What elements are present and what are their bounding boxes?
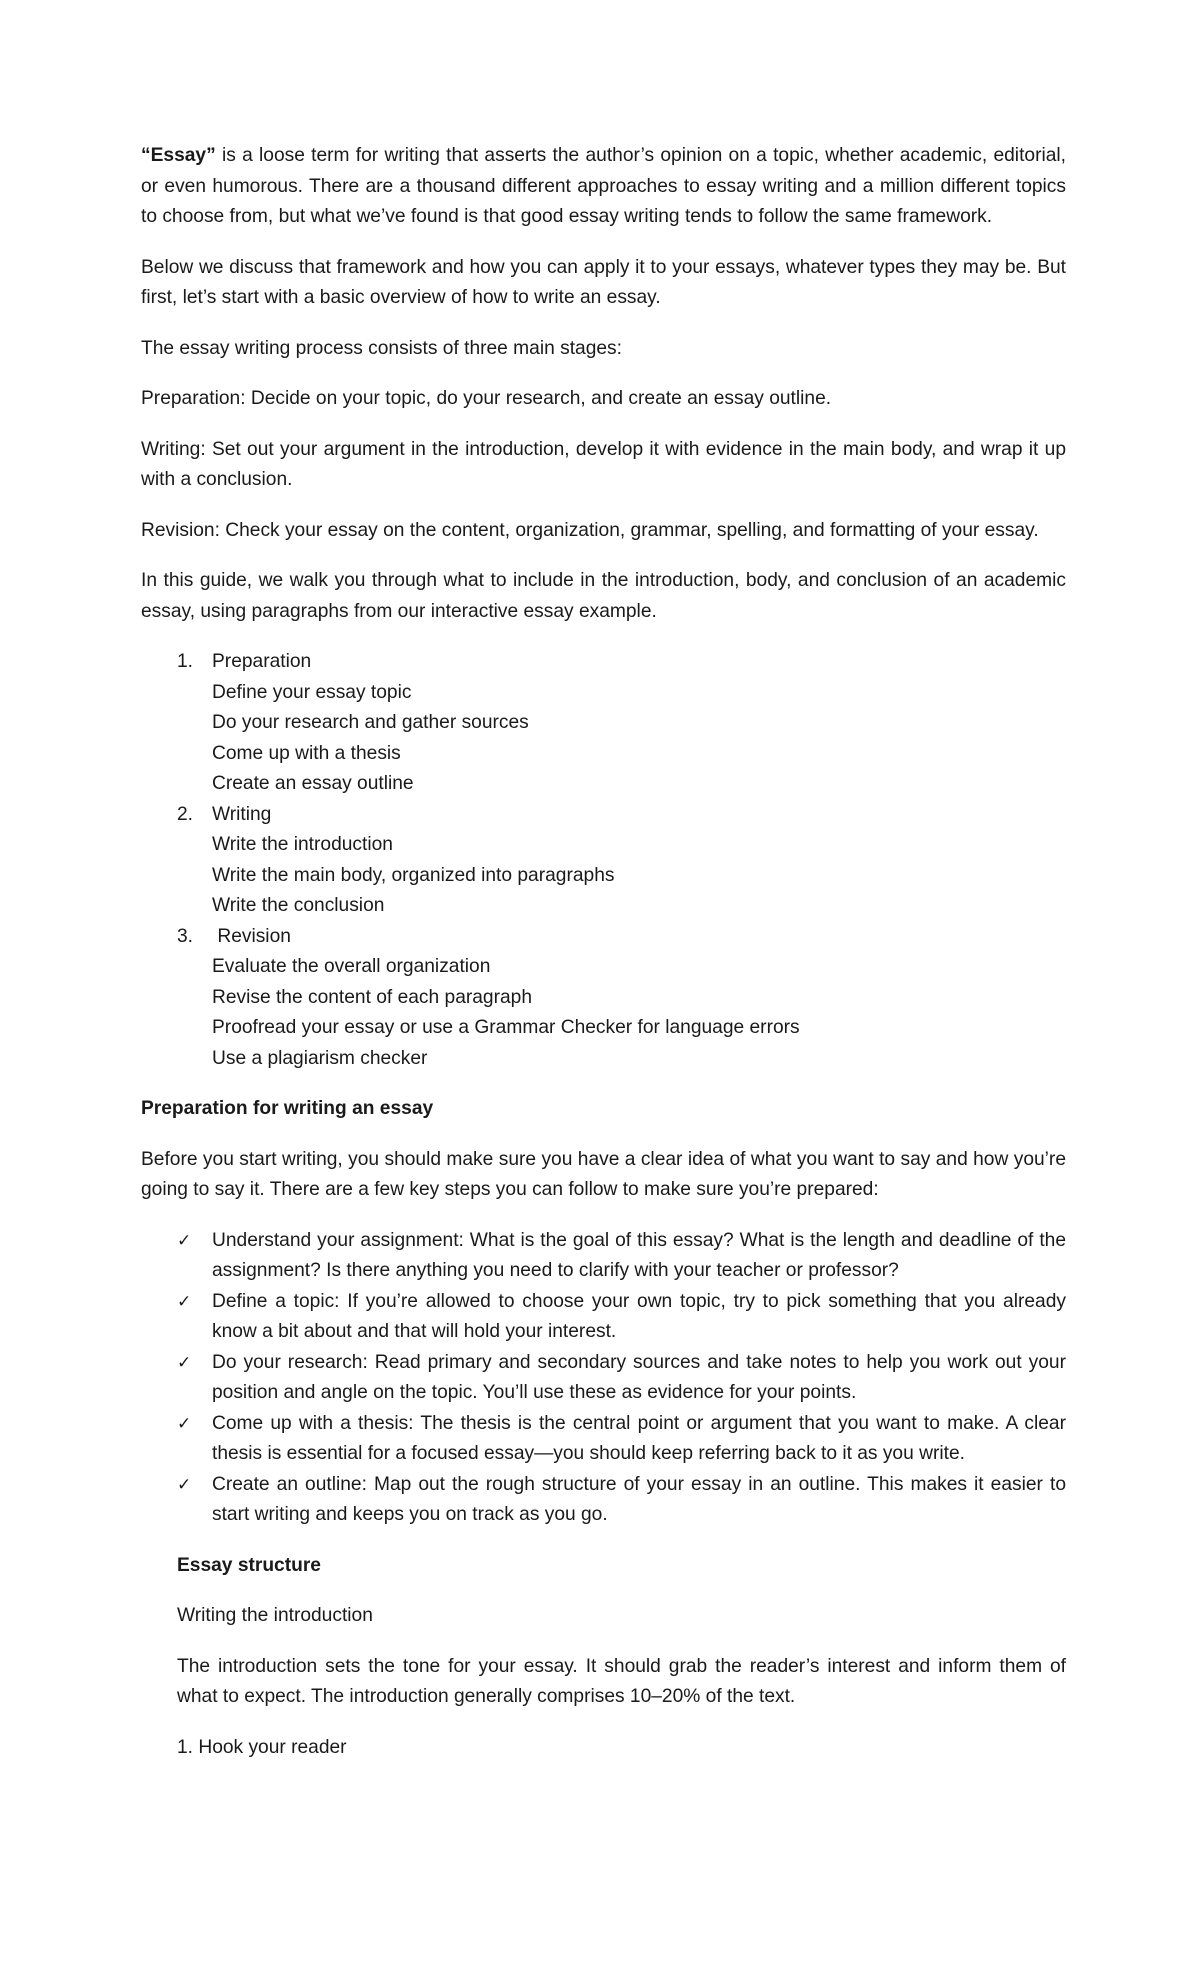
- stage-step: Write the main body, organized into paragraphs: [212, 864, 615, 886]
- section-heading-preparation: Preparation for writing an essay: [141, 1098, 434, 1119]
- stage-item: [141, 800, 1066, 922]
- stage-preparation-summary: Preparation: Decide on your topic, do your research, and create an essay outline.: [141, 388, 832, 409]
- checkmark-icon: ✓: [177, 1413, 192, 1434]
- preparation-intro: Before you start writing, you should make sure you have a clear idea of what you want to say and how you’re going to say it. There are a few key steps you can follow to make sure you’re prepared:: [141, 1148, 1066, 1200]
- stage-title: Writing: [212, 803, 272, 825]
- stage-step: Write the introduction: [212, 834, 393, 855]
- essay-term: “Essay”: [141, 145, 216, 166]
- checklist-item: ✓ Define a topic: If you’re allowed to choose your own topic, try to pick something that you already know a bit about and that will hold your interest.: [141, 1287, 1066, 1348]
- introduction-description: The introduction sets the tone for your essay. It should grab the reader’s interest and inform them of what to expect. The introduction generally comprises 10–20% of the text.: [177, 1655, 1066, 1707]
- stage-step: Use a plagiarism checker: [212, 1047, 428, 1069]
- stage-writing-summary: Writing: Set out your argument in the introduction, develop it with evidence in the main body, and wrap it up with a conclusion.: [141, 438, 1066, 490]
- process-stages-intro: The essay writing process consists of three main stages:: [141, 337, 622, 359]
- stage-step: Proofread your essay or use a Grammar Checker for language errors: [212, 1017, 800, 1038]
- stage-step: Revise the content of each paragraph: [212, 986, 533, 1008]
- checklist-item: ✓ Create an outline: Map out the rough structure of your essay in an outline. This makes it easier to start writing and keeps you on track as you go.: [141, 1470, 1066, 1531]
- list-number: 2.: [177, 803, 194, 825]
- checklist-item: ✓ Do your research: Read primary and secondary sources and take notes to help you work out your position and angle on the topic. You’ll use these as evidence for your points.: [141, 1348, 1066, 1409]
- checkmark-icon: ✓: [177, 1291, 192, 1312]
- checklist-item: ✓ Come up with a thesis: The thesis is the central point or argument that you want to make. A clear thesis is essential for a focused essay—you should keep referring back to it as you write.: [141, 1409, 1066, 1470]
- stages-list: [141, 647, 1066, 1074]
- stage-title: Preparation: [212, 651, 312, 672]
- preparation-checklist: [141, 1226, 1066, 1531]
- intro-paragraph-2: Below we discuss that framework and how you can apply it to your essays, whatever types they may be. But first, let’s start with a basic overview of how to write an essay.: [141, 256, 1066, 308]
- stage-item: [141, 922, 1066, 1075]
- stage-step: Create an essay outline: [212, 773, 414, 794]
- stage-step: Define your essay topic: [212, 681, 412, 703]
- stage-revision-summary: Revision: Check your essay on the content, organization, grammar, spelling, and formatting of your essay.: [141, 519, 1039, 541]
- list-number: 1.: [177, 651, 194, 672]
- subheading-introduction: Writing the introduction: [177, 1605, 373, 1626]
- stage-title: Revision: [212, 925, 291, 947]
- intro-paragraph-1: “Essay” is a loose term for writing that asserts the author’s opinion on a topic, whether academic, editorial, or even humorous. There are a thousand different approaches to essay writing and a million different topics to choose from, but what we’ve found is that good essay writing tends to follow the same framework.: [141, 145, 1066, 227]
- checkmark-icon: ✓: [177, 1230, 192, 1251]
- stage-step: Write the conclusion: [212, 895, 385, 916]
- stage-step: Do your research and gather sources: [212, 712, 529, 733]
- step-hook-reader: 1. Hook your reader: [177, 1736, 347, 1758]
- section-heading-structure: Essay structure: [177, 1554, 321, 1576]
- stage-step: Evaluate the overall organization: [212, 956, 491, 977]
- stage-item: [141, 647, 1066, 800]
- list-number: 3.: [177, 925, 194, 947]
- stage-step: Come up with a thesis: [212, 742, 401, 764]
- guide-intro: In this guide, we walk you through what to include in the introduction, body, and conclusion of an academic essay, using paragraphs from our interactive essay example.: [141, 570, 1066, 622]
- checkmark-icon: ✓: [177, 1352, 192, 1373]
- checklist-item: ✓ Understand your assignment: What is the goal of this essay? What is the length and deadline of the assignment? Is there anything you need to clarify with your teacher or professor?: [141, 1226, 1066, 1287]
- checkmark-icon: ✓: [177, 1474, 192, 1495]
